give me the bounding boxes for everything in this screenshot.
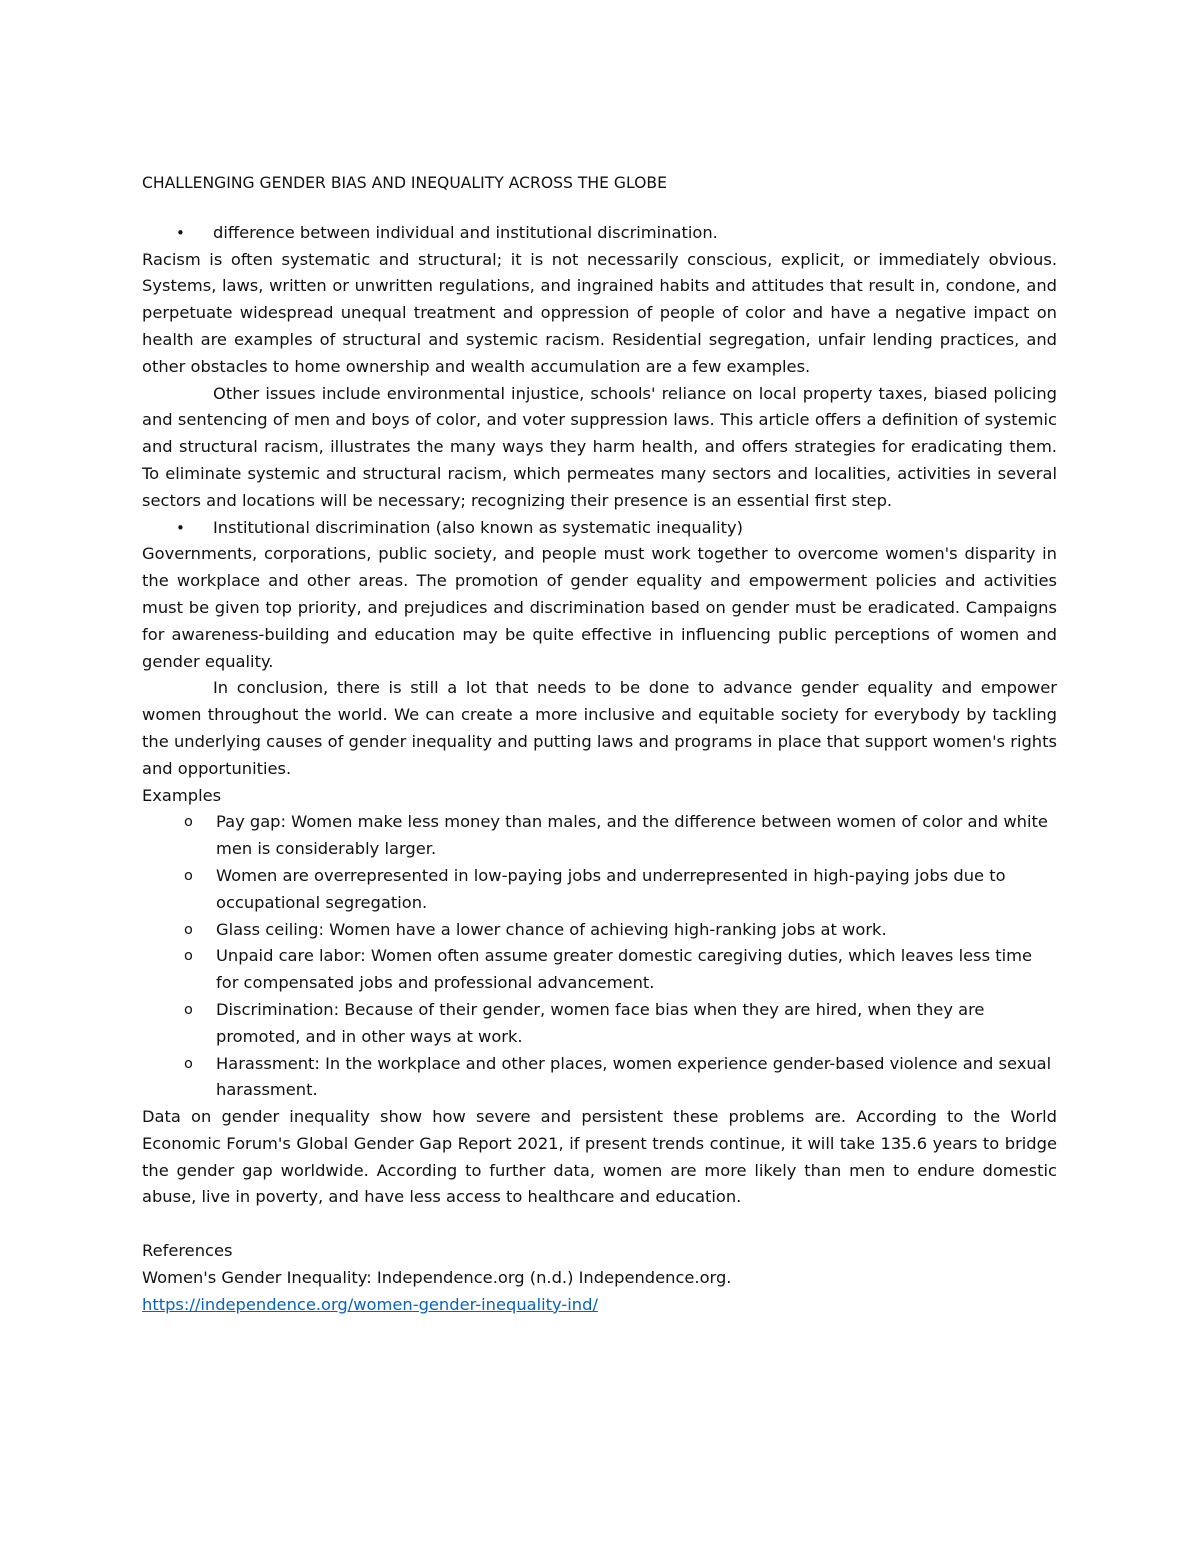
example-text: Glass ceiling: Women have a lower chance of achieving high-ranking jobs at work. <box>216 919 887 939</box>
bullet-item-institutional-discrimination <box>142 515 1057 542</box>
sub-bullet-icon: o <box>184 867 193 884</box>
examples-heading: Examples <box>142 785 222 805</box>
example-text: Unpaid care labor: Women often assume greater domestic caregiving duties, which leaves less time for compensated jobs and professional advancement. <box>216 946 1033 993</box>
example-text: Pay gap: Women make less money than males, and the difference between women of color and white men is considerably larger. <box>216 812 1048 859</box>
bullet-text: Institutional discrimination (also known as systematic inequality) <box>213 517 744 537</box>
reference-link-line <box>142 1292 1057 1319</box>
paragraph-governments: Governments, corporations, public society, and people must work together to overcome women's disparity in the workplace and other areas. The promotion of gender equality and empowerment policies and activities must be given top priority, and prejudices and discrimination based on gender must be eradicated. Campaigns for awareness-building and education may be quite effective in influencing public perceptions of women and gender equality. <box>142 544 1057 671</box>
sub-bullet-icon: o <box>184 1055 193 1072</box>
bullet-icon: • <box>176 223 185 242</box>
example-text: Women are overrepresented in low-paying jobs and underrepresented in high-paying jobs due to occupational segregation. <box>216 865 1006 912</box>
bullet-text: difference between individual and institutional discrimination. <box>213 222 718 242</box>
document-title: CHALLENGING GENDER BIAS AND INEQUALITY ACROSS THE GLOBE <box>142 174 667 192</box>
paragraph-other-issues: Other issues include environmental injustice, schools' reliance on local property taxes, biased policing and sentencing of men and boys of color, and voter suppression laws. This article offers a definition of systemic and structural racism, illustrates the many ways they harm health, and offers strategies for eradicating them. To eliminate systemic and structural racism, which permeates many sectors and localities, activities in several sectors and locations will be necessary; recognizing their presence is an essential first step. <box>142 383 1057 510</box>
document-page <box>142 170 1057 1319</box>
example-item-discrimination <box>142 997 1057 1051</box>
example-text: Harassment: In the workplace and other places, women experience gender-based violence and sexual harassment. <box>216 1053 1052 1100</box>
references-heading: References <box>142 1241 233 1261</box>
paragraph-racism: Racism is often systematic and structural; it is not necessarily conscious, explicit, or immediately obvious. Systems, laws, written or unwritten regulations, and ingrained habits and attitudes that result in, condone, and perpetuate widespread unequal treatment and oppression of people of color and have a negative impact on health are examples of structural and systemic racism. Residential segregation, unfair lending practices, and other obstacles to home ownership and wealth accumulation are a few examples. <box>142 249 1057 376</box>
sub-bullet-icon: o <box>184 948 193 965</box>
sub-bullet-icon: o <box>184 814 193 831</box>
paragraph-data: Data on gender inequality show how severe and persistent these problems are. According to the World Economic Forum's Global Gender Gap Report 2021, if present trends continue, it will take 135.6 years to bridge the gender gap worldwide. According to further data, women are more likely than men to endure domestic abuse, live in poverty, and have less access to healthcare and education. <box>142 1107 1057 1207</box>
example-item-unpaid-care <box>142 943 1057 997</box>
reference-citation: Women's Gender Inequality: Independence.org (n.d.) Independence.org. <box>142 1268 732 1288</box>
sub-bullet-icon: o <box>184 1001 193 1018</box>
example-item-occupational-segregation <box>142 863 1057 917</box>
sub-bullet-icon: o <box>184 921 193 938</box>
example-item-harassment <box>142 1051 1057 1105</box>
bullet-icon: • <box>176 518 185 537</box>
reference-link[interactable]: https://independence.org/women-gender-inequality-ind/ <box>142 1294 598 1314</box>
examples-list <box>142 809 1057 1104</box>
bullet-item-individual-vs-institutional <box>142 220 1057 247</box>
example-item-pay-gap <box>142 809 1057 863</box>
blank-line <box>142 1211 1057 1238</box>
paragraph-conclusion: In conclusion, there is still a lot that needs to be done to advance gender equality and empower women throughout the world. We can create a more inclusive and equitable society for everybody by tackling the underlying causes of gender inequality and putting laws and programs in place that support women's rights and opportunities. <box>142 678 1057 778</box>
example-item-glass-ceiling <box>142 917 1057 944</box>
example-text: Discrimination: Because of their gender, women face bias when they are hired, when they are promoted, and in other ways at work. <box>216 999 985 1046</box>
